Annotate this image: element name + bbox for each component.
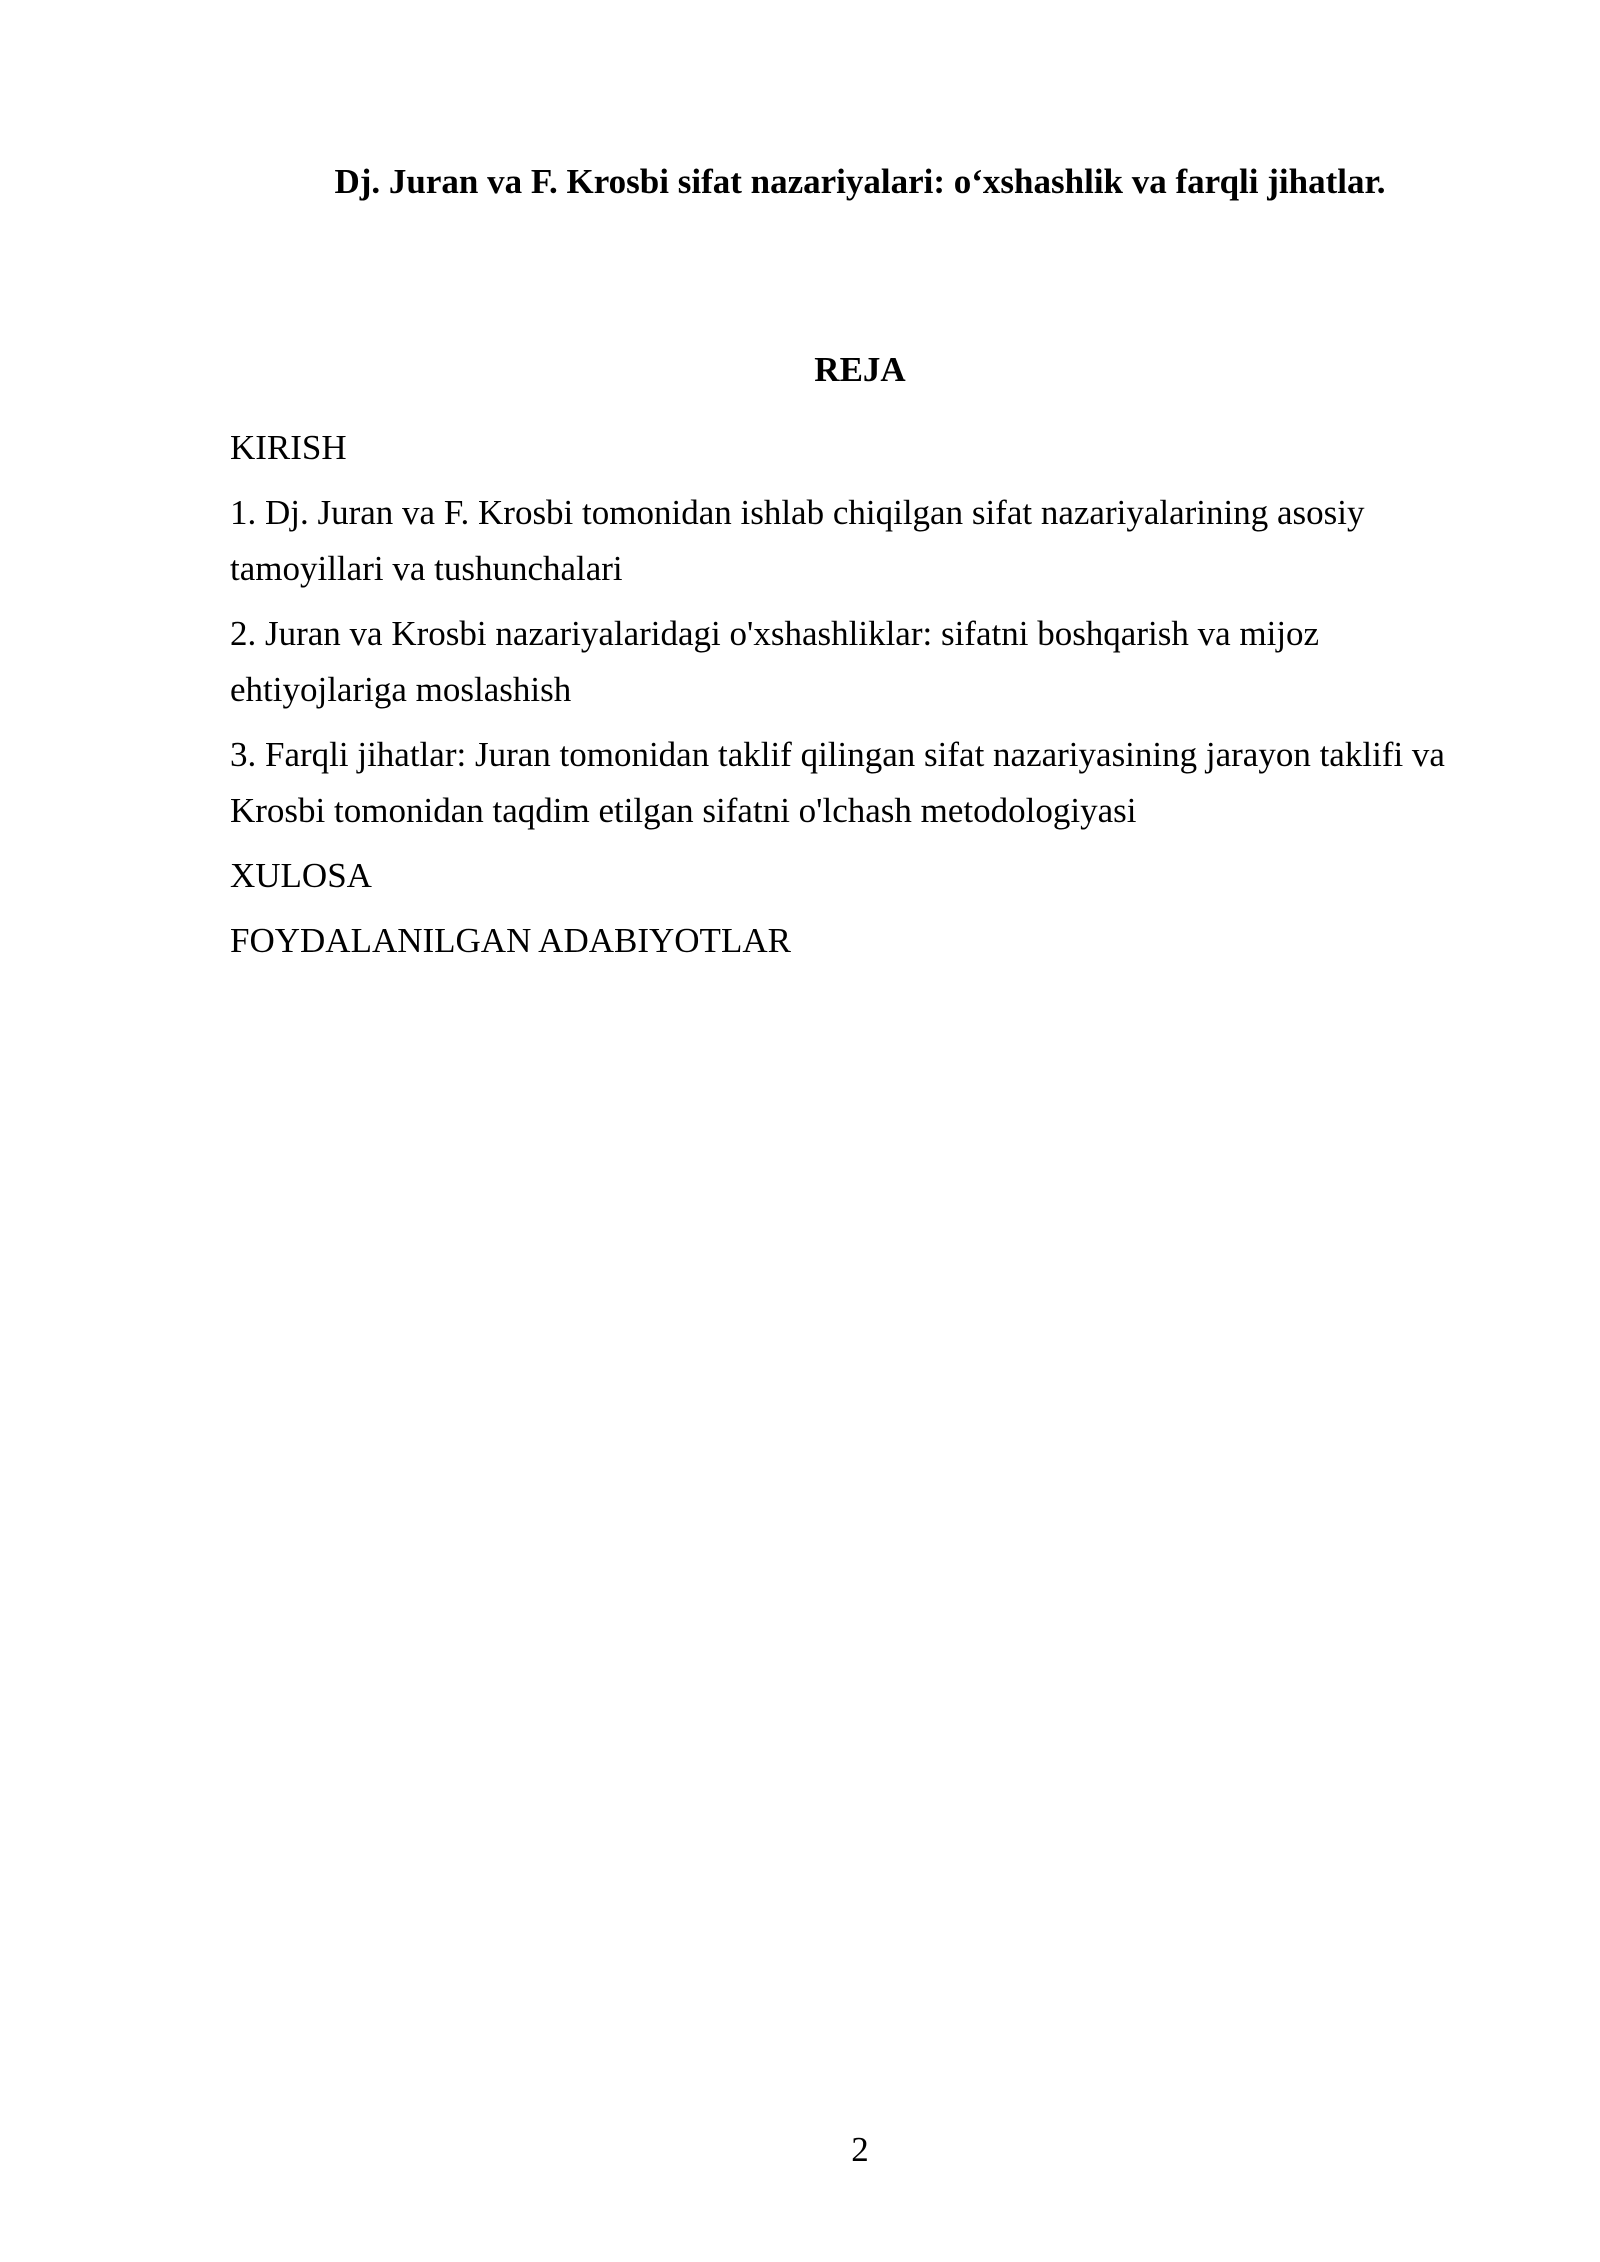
plan-item-conclusion: XULOSA bbox=[230, 856, 372, 895]
plan-item-references: FOYDALANILGAN ADABIYOTLAR bbox=[230, 921, 791, 960]
plan-list bbox=[230, 420, 1475, 978]
plan-item-2: 2. Juran va Krosbi nazariyalaridagi o'xshashliklar: sifatni boshqarish va mijoz ehtiyojlariga moslashish bbox=[230, 614, 1320, 709]
plan-item-introduction: KIRISH bbox=[230, 428, 347, 467]
plan-heading: REJA bbox=[814, 350, 906, 389]
document-title: Dj. Juran va F. Krosbi sifat nazariyalari: o‘xshashlik va farqli jihatlar. bbox=[334, 162, 1386, 201]
page-number: 2 bbox=[851, 2130, 869, 2169]
plan-item-1: 1. Dj. Juran va F. Krosbi tomonidan ishlab chiqilgan sifat nazariyalarining asosiy tamoyillari va tushunchalari bbox=[230, 493, 1365, 588]
plan-item-3: 3. Farqli jihatlar: Juran tomonidan taklif qilingan sifat nazariyasining jarayon taklifi va Krosbi tomonidan taqdim etilgan sifatni o'lchash metodologiyasi bbox=[230, 735, 1445, 830]
